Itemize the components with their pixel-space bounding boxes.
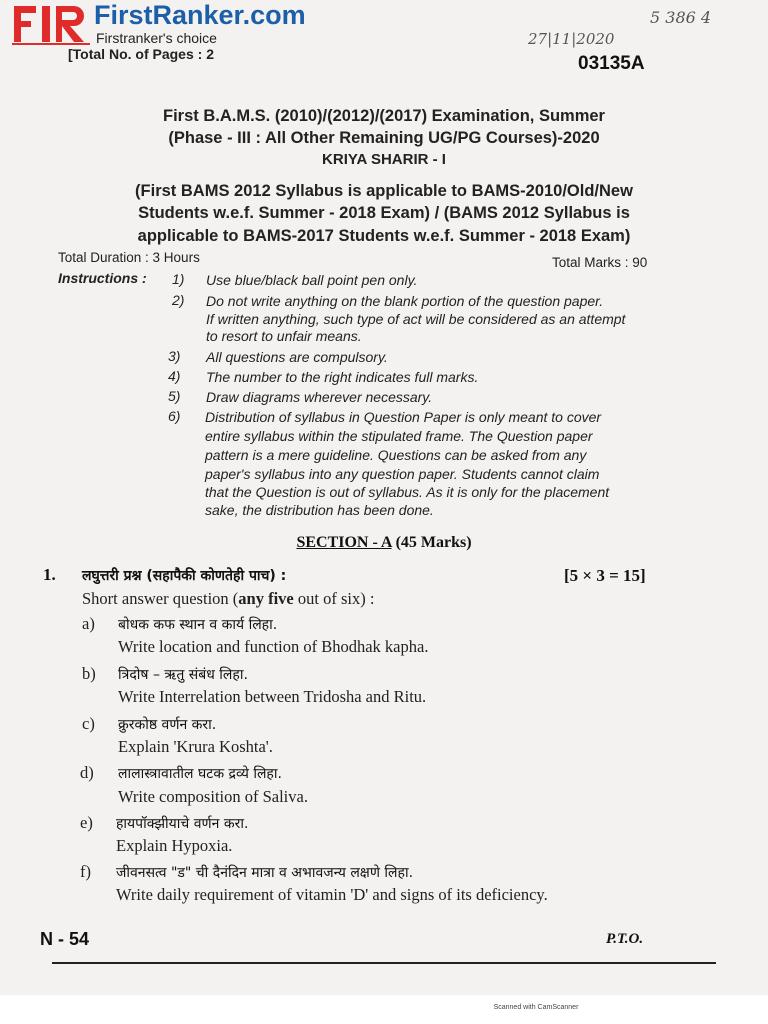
instruction-number: 6) [168, 408, 181, 424]
part-label: e) [80, 813, 93, 832]
please-turn-over: P.T.O. [606, 931, 644, 947]
instruction-text: Use blue/black ball point pen only. [206, 272, 418, 288]
part-label: d) [80, 763, 94, 782]
part-english: Write location and function of Bhodhak kapha. [118, 637, 429, 656]
instruction-number: 5) [168, 388, 181, 404]
paper-code: 03135A [578, 53, 645, 74]
part-english: Write Interrelation between Tridosha and Ritu. [118, 687, 427, 706]
instruction-text: Distribution of syllabus in Question Paper is only meant to cover [205, 409, 602, 425]
part-english: Write composition of Saliva. [118, 787, 308, 806]
section-heading [0, 534, 768, 552]
syllabus-line1: (First BAMS 2012 Syllabus is applicable to BAMS-2010/Old/New [135, 182, 633, 200]
exam-title-line1: First B.A.M.S. (2010)/(2012)/(2017) Examination, Summer [163, 107, 605, 125]
instruction-text: paper's syllabus into any question paper. Students cannot claim [205, 466, 600, 482]
instruction-number: 2) [172, 292, 185, 308]
question-marks: [5 × 3 = 15] [564, 566, 646, 585]
total-marks: Total Marks : 90 [552, 255, 648, 270]
instruction-number: 3) [168, 348, 181, 364]
instruction-number: 1) [172, 271, 185, 287]
part-label: b) [82, 664, 96, 683]
instruction-text: The number to the right indicates full marks. [206, 369, 479, 385]
instruction-text: entire syllabus within the stipulated frame. The Question paper [205, 428, 593, 444]
instruction-text: to resort to unfair means. [206, 328, 362, 344]
total-pages: [Total No. of Pages : 2 [68, 46, 214, 62]
part-marathi: जीवनसत्व "ड" ची दैनंदिन मात्रा व अभावजन्य लक्षणे लिहा. [116, 865, 414, 881]
part-label: c) [82, 714, 95, 733]
subject-title: KRIYA SHARIR - I [322, 151, 446, 168]
question-number: 1. [43, 565, 56, 584]
paper-set-code: N - 54 [40, 929, 90, 949]
part-label: f) [80, 862, 91, 881]
total-duration: Total Duration : 3 Hours [58, 250, 200, 265]
part-english: Write daily requirement of vitamin 'D' and signs of its deficiency. [116, 885, 548, 904]
exam-title-line2: (Phase - III : All Other Remaining UG/PG Courses)-2020 [168, 129, 600, 147]
brand-tagline: Firstranker's choice [96, 30, 217, 46]
instructions-label: Instructions : [58, 270, 147, 286]
part-english: Explain Hypoxia. [116, 836, 233, 855]
brand-name: FirstRanker.com [94, 0, 306, 30]
instruction-text: sake, the distribution has been done. [205, 502, 434, 518]
part-label: a) [82, 614, 95, 633]
section-marks: (45 Marks) [395, 534, 472, 551]
scanner-watermark: Scanned with CamScanner [493, 1004, 579, 1011]
part-marathi: हायपॉक्झीयाचे वर्णन करा. [116, 816, 249, 832]
footer-rule [52, 962, 716, 964]
syllabus-line3: applicable to BAMS-2017 Students w.e.f. Summer - 2018 Exam) [137, 227, 631, 245]
instruction-text: Do not write anything on the blank portion of the question paper. [206, 293, 604, 309]
part-marathi: बोधक कफ स्थान व कार्य लिहा. [118, 617, 278, 633]
question-marathi: लघुत्तरी प्रश्न (सहापैकी कोणतेही पाच) : [82, 568, 287, 584]
handwritten-number: 5 386 4 [650, 8, 712, 27]
instruction-text: pattern is a mere guideline. Questions can be asked from any [205, 447, 587, 463]
instruction-number: 4) [168, 368, 181, 384]
part-english: Explain 'Krura Koshta'. [118, 737, 273, 756]
instruction-text: If written anything, such type of act will be considered as an attempt [206, 311, 626, 327]
syllabus-line2: Students w.e.f. Summer - 2018 Exam) / (BAMS 2012 Syllabus is [138, 204, 630, 222]
question-english: Short answer question (any five out of six) : [82, 589, 375, 608]
part-marathi: लालास्त्रावातील घटक द्रव्ये लिहा. [118, 766, 282, 782]
instruction-text: All questions are compulsory. [206, 349, 388, 365]
section-name: SECTION - A [296, 534, 392, 551]
firstranker-logo-icon [12, 2, 90, 46]
instruction-text: Draw diagrams wherever necessary. [206, 389, 433, 405]
instruction-text: that the Question is out of syllabus. As it is only for the placement [205, 484, 610, 500]
handwritten-date: 27|11|2020 [528, 30, 615, 48]
part-marathi: त्रिदोष – ऋतु संबंध लिहा. [118, 667, 248, 683]
part-marathi: क्रुरकोष्ठ वर्णन करा. [118, 717, 217, 733]
